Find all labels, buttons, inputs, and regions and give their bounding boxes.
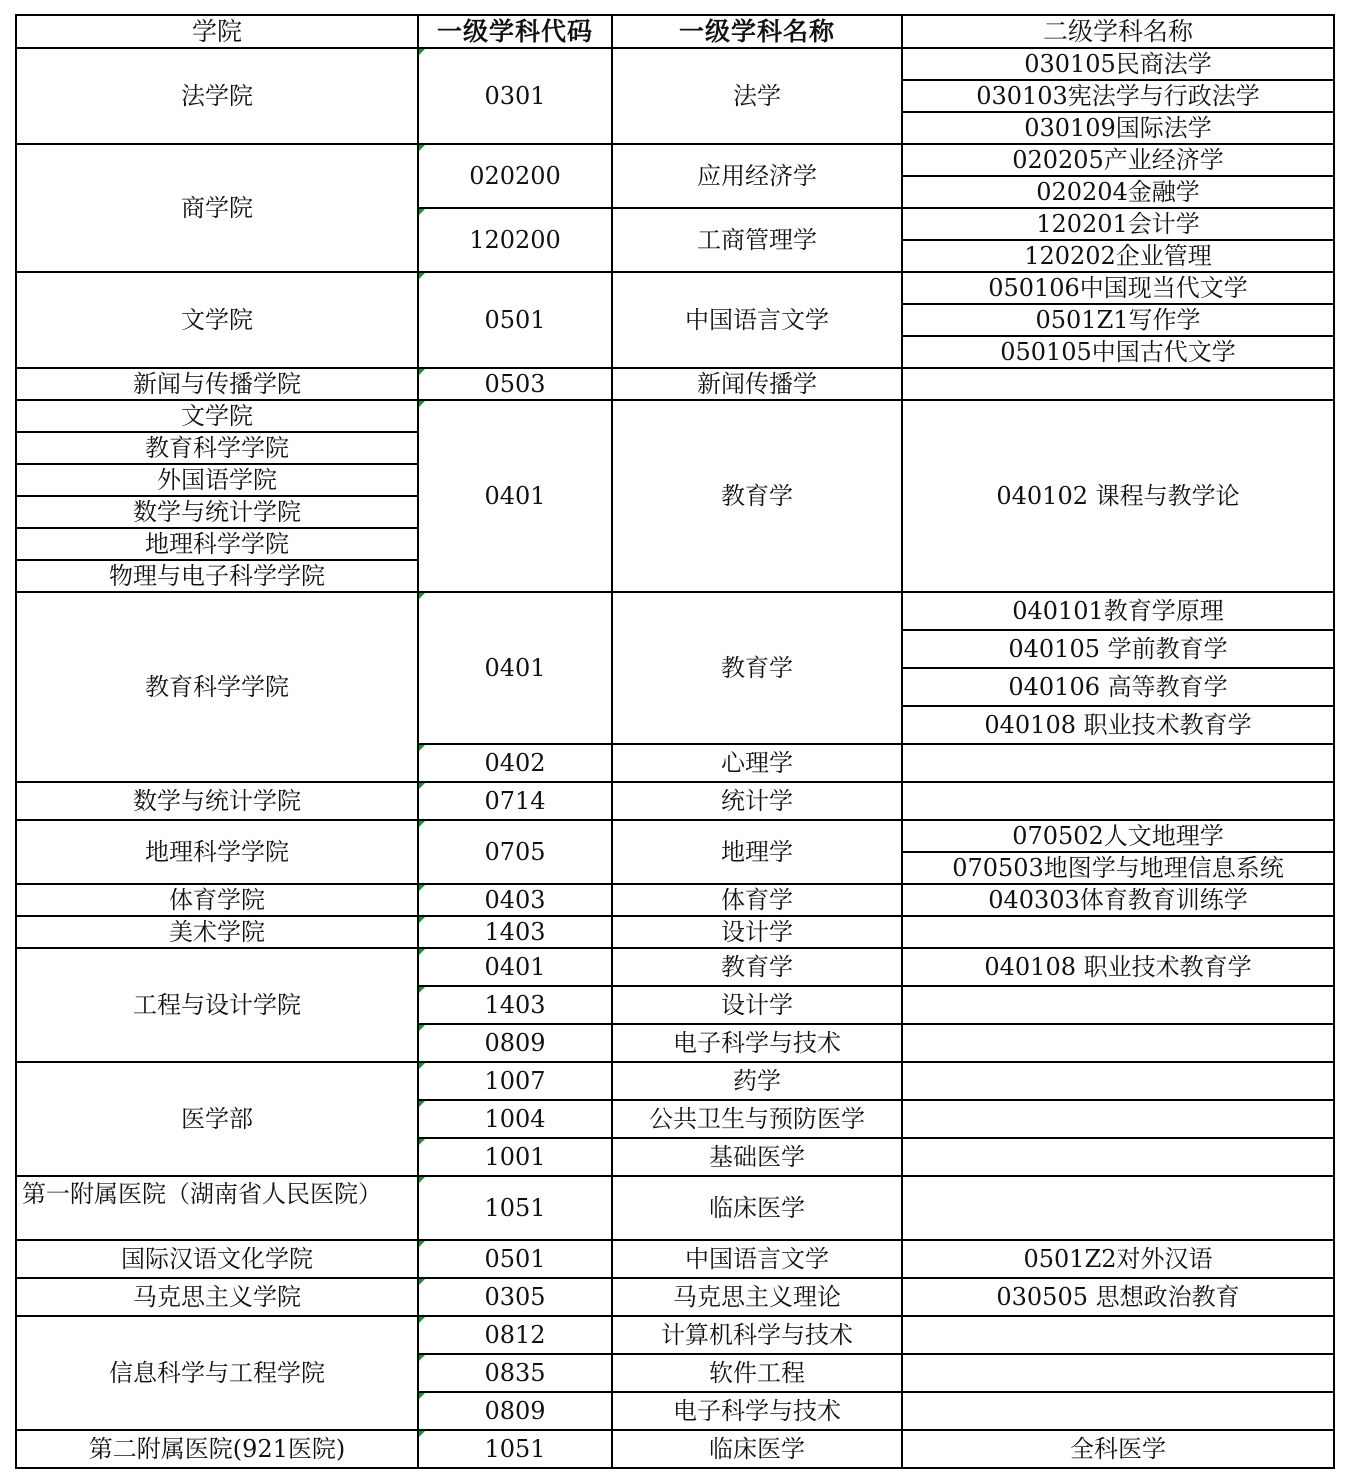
subdiscipline-cell: [902, 782, 1334, 820]
code-cell: 0503: [484, 370, 546, 398]
college-cell: 美术学院: [169, 918, 265, 946]
code-cell: 0812: [484, 1321, 546, 1349]
subdiscipline-cell: [902, 1354, 1334, 1392]
college-cell: 地理科学学院: [145, 838, 289, 866]
code-cell: 0301: [484, 82, 546, 110]
cell-marker: [419, 885, 425, 891]
column-border: [417, 14, 419, 1469]
code-cell: 0714: [484, 787, 546, 815]
subdiscipline-cell: 040303体育教育训练学: [988, 886, 1248, 914]
college-cell: 医学部: [181, 1105, 253, 1133]
subdiscipline-cell: 040108 职业技术教育学: [984, 711, 1252, 739]
subdiscipline-cell: [902, 1138, 1334, 1176]
cell-marker: [419, 593, 425, 599]
cell-marker: [419, 1101, 425, 1107]
name-cell: 教育学: [721, 482, 793, 510]
name-cell: 计算机科学与技术: [661, 1321, 853, 1349]
subdiscipline-cell: [902, 986, 1334, 1024]
name-cell: 临床医学: [709, 1435, 805, 1463]
cell-marker: [419, 369, 425, 375]
subdiscipline-cell: [902, 368, 1334, 400]
cell-marker: [419, 1431, 425, 1437]
code-cell: 0835: [484, 1359, 546, 1387]
college-row-border: [15, 1467, 419, 1469]
name-cell: 电子科学与技术: [673, 1029, 841, 1057]
subdiscipline-cell: 0501Z2对外汉语: [1023, 1245, 1213, 1273]
cell-marker: [419, 209, 425, 215]
subdiscipline-cell: 120202企业管理: [1024, 242, 1212, 270]
header-code: 一级学科代码: [436, 17, 593, 46]
college-cell: 地理科学学院: [145, 530, 289, 558]
subdiscipline-cell: 020205产业经济学: [1012, 146, 1224, 174]
subdiscipline-cell: [902, 744, 1334, 782]
cell-marker: [419, 1393, 425, 1399]
subdiscipline-cell: [902, 1316, 1334, 1354]
cell-marker: [419, 745, 425, 751]
header-name: 一级学科名称: [678, 17, 835, 46]
code-cell: 0705: [484, 838, 546, 866]
college-cell: 物理与电子科学学院: [109, 562, 325, 590]
cell-marker: [419, 273, 425, 279]
code-cell: 1004: [484, 1105, 546, 1133]
name-cell: 心理学: [721, 749, 793, 777]
name-cell: 新闻传播学: [697, 370, 817, 398]
code-cell: 1001: [484, 1143, 546, 1171]
college-cell: 教育科学学院: [145, 673, 289, 701]
subdiscipline-cell: [902, 916, 1334, 948]
name-cell: 应用经济学: [697, 162, 817, 190]
subdiscipline-cell: 0501Z1写作学: [1035, 306, 1201, 334]
college-cell: 文学院: [181, 306, 253, 334]
sub-row-border: [901, 1467, 1335, 1469]
code-cell: 0401: [484, 654, 546, 682]
code-cell: 1051: [484, 1194, 546, 1222]
cell-marker: [419, 401, 425, 407]
name-cell: 设计学: [721, 991, 793, 1019]
code-cell: 1403: [484, 991, 546, 1019]
subdiscipline-cell: [902, 1392, 1334, 1430]
cell-marker: [419, 1025, 425, 1031]
code-row-border: [417, 1467, 903, 1469]
college-cell: 数学与统计学院: [133, 787, 301, 815]
cell-marker: [419, 49, 425, 55]
name-cell: 临床医学: [709, 1194, 805, 1222]
name-cell: 中国语言文学: [685, 1245, 829, 1273]
subdiscipline-cell: 120201会计学: [1036, 210, 1200, 238]
cell-marker: [419, 987, 425, 993]
code-cell: 0809: [484, 1029, 546, 1057]
subdiscipline-cell: 030505 思想政治教育: [996, 1283, 1240, 1311]
header-sub: 二级学科名称: [1042, 17, 1193, 46]
subdiscipline-cell: [902, 1024, 1334, 1062]
name-cell: 法学: [733, 82, 781, 110]
code-cell: 1007: [484, 1067, 546, 1095]
name-cell: 体育学: [721, 886, 793, 914]
college-cell: 法学院: [181, 82, 253, 110]
college-cell: 工程与设计学院: [133, 991, 301, 1019]
subdiscipline-cell: 030105民商法学: [1024, 50, 1212, 78]
subdiscipline-cell: 030103宪法学与行政法学: [976, 82, 1260, 110]
cell-marker: [419, 1317, 425, 1323]
name-cell: 基础医学: [709, 1143, 805, 1171]
subdiscipline-cell: 040108 职业技术教育学: [984, 953, 1252, 981]
cell-marker: [419, 1279, 425, 1285]
subdiscipline-cell: 070503地图学与地理信息系统: [952, 854, 1284, 882]
subdiscipline-cell: 050105中国古代文学: [1000, 338, 1236, 366]
code-cell: 1051: [484, 1435, 546, 1463]
code-cell: 1403: [484, 918, 546, 946]
table-top-border: [15, 14, 1335, 16]
college-cell: 第二附属医院(921医院): [88, 1435, 346, 1463]
column-border: [15, 14, 17, 1469]
subdiscipline-cell: 050106中国现当代文学: [988, 274, 1248, 302]
name-cell: 地理学: [721, 838, 793, 866]
cell-marker: [419, 949, 425, 955]
college-cell: 体育学院: [169, 886, 265, 914]
cell-marker: [419, 1063, 425, 1069]
cell-marker: [419, 1355, 425, 1361]
subdiscipline-cell: 030109国际法学: [1024, 114, 1212, 142]
college-cell: 马克思主义学院: [133, 1283, 301, 1311]
subdiscipline-cell: 020204金融学: [1036, 178, 1200, 206]
cell-marker: [419, 783, 425, 789]
cell-marker: [419, 145, 425, 151]
name-cell: 公共卫生与预防医学: [649, 1105, 865, 1133]
subdiscipline-cell: 040101教育学原理: [1012, 597, 1224, 625]
code-cell: 0305: [484, 1283, 546, 1311]
name-cell: 软件工程: [709, 1359, 805, 1387]
name-cell: 设计学: [721, 918, 793, 946]
name-cell: 教育学: [721, 654, 793, 682]
college-cell: 外国语学院: [157, 466, 277, 494]
subdiscipline-cell: 040105 学前教育学: [1008, 635, 1228, 663]
college-cell: 文学院: [181, 402, 253, 430]
code-cell: 0401: [484, 953, 546, 981]
subdiscipline-cell: 070502人文地理学: [1012, 822, 1224, 850]
name-cell: 工商管理学: [697, 226, 817, 254]
code-cell: 0501: [484, 306, 546, 334]
subdiscipline-cell: 全科医学: [1070, 1435, 1166, 1463]
cell-marker: [419, 917, 425, 923]
name-cell: 中国语言文学: [685, 306, 829, 334]
code-cell: 0501: [484, 1245, 546, 1273]
cell-marker: [419, 821, 425, 827]
subdiscipline-cell: 040102 课程与教学论: [996, 482, 1240, 510]
subdiscipline-cell: [902, 1062, 1334, 1100]
cell-marker: [419, 1177, 425, 1183]
college-cell: 第一附属医院（湖南省人民医院）: [22, 1180, 382, 1208]
college-cell: 新闻与传播学院: [133, 370, 301, 398]
code-cell: 120200: [469, 226, 561, 254]
college-cell: 国际汉语文化学院: [121, 1245, 313, 1273]
code-cell: 0401: [484, 482, 546, 510]
college-cell: 数学与统计学院: [133, 498, 301, 526]
code-cell: 0403: [484, 886, 546, 914]
header-college: 学院: [191, 17, 242, 46]
college-cell: 教育科学学院: [145, 434, 289, 462]
cell-marker: [419, 1139, 425, 1145]
code-cell: 020200: [469, 162, 561, 190]
subdiscipline-cell: [902, 1100, 1334, 1138]
name-cell: 教育学: [721, 953, 793, 981]
name-cell: 药学: [733, 1067, 781, 1095]
code-cell: 0809: [484, 1397, 546, 1425]
column-border: [1333, 14, 1335, 1469]
cell-marker: [419, 1241, 425, 1247]
name-cell: 电子科学与技术: [673, 1397, 841, 1425]
college-cell: 信息科学与工程学院: [109, 1359, 325, 1387]
column-border: [901, 14, 903, 1469]
subdiscipline-cell: [902, 1176, 1334, 1240]
subdiscipline-cell: 040106 高等教育学: [1008, 673, 1228, 701]
name-cell: 统计学: [721, 787, 793, 815]
name-cell: 马克思主义理论: [673, 1283, 841, 1311]
college-cell: 商学院: [181, 194, 253, 222]
column-border: [611, 14, 613, 1469]
code-cell: 0402: [484, 749, 546, 777]
